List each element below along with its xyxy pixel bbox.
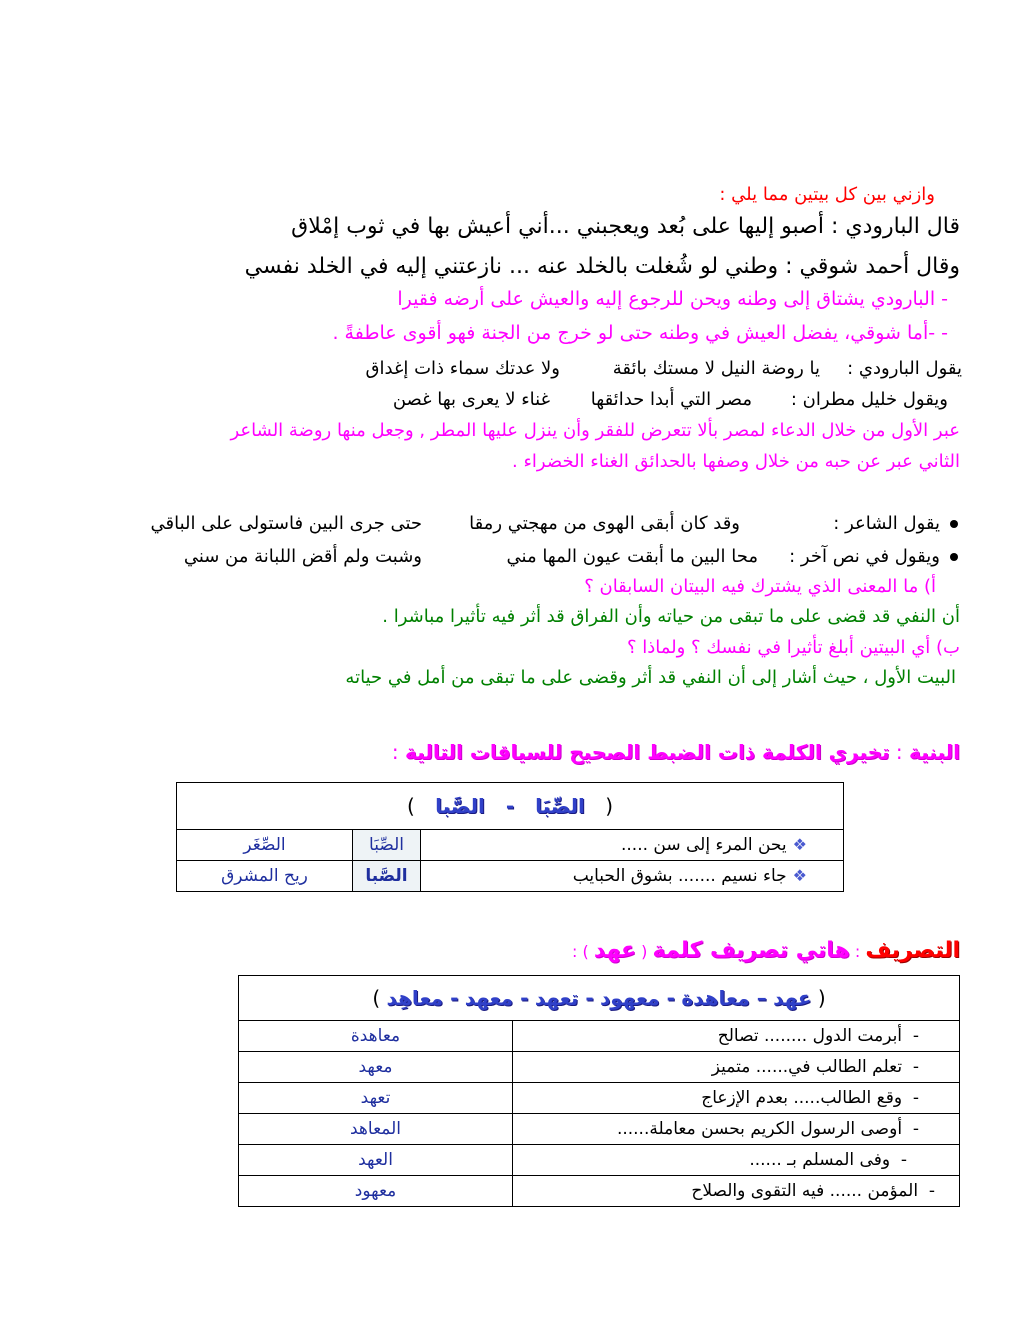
separator: : bbox=[849, 942, 866, 961]
bullet-icon bbox=[950, 520, 958, 528]
paren: ) bbox=[372, 986, 381, 1010]
bullet2-hemistich-1: محا البين ما أبقت عيون المها مني bbox=[506, 546, 758, 567]
sentence-text: أوصى الرسول الكريم بحسن معاملة...... bbox=[616, 1119, 903, 1139]
diamond-bullet-icon: ❖ bbox=[792, 866, 807, 885]
section-instruction: هاتي تصريف كلمة bbox=[652, 938, 850, 963]
intro-heading: وازني بين كل بيتين مما يلي : bbox=[719, 184, 935, 205]
separator: : bbox=[889, 740, 909, 764]
section-structure-heading bbox=[392, 740, 960, 764]
sentence-cell: - أبرمت الدول ........ تصالح bbox=[513, 1021, 960, 1052]
answer-comparison-line-2: الثاني عبر عن حبه من خلال وصفها بالحدائق الغناء الخضراء . bbox=[512, 451, 960, 472]
bullet-icon bbox=[950, 553, 958, 561]
section-morphology-heading bbox=[572, 938, 960, 963]
morphology-table bbox=[238, 975, 960, 1207]
answer-comparison-line-1: عبر الأول من خلال الدعاء لمصر بألا تتعرض للفقر وأن ينزل عليها المطر , وجعل منها روضة الشاعر bbox=[230, 420, 960, 441]
option-word: معاهِد bbox=[386, 986, 444, 1010]
answer-cell: معهد bbox=[239, 1052, 513, 1083]
answer-cell: معاهدة bbox=[239, 1021, 513, 1052]
sentence-text: وقع الطالب..... بعدم الإزعاج bbox=[701, 1088, 903, 1108]
sentence-cell: - أوصى الرسول الكريم بحسن معاملة...... bbox=[513, 1114, 960, 1145]
option-word: معاهدة bbox=[681, 986, 750, 1010]
table-header-row bbox=[239, 976, 960, 1021]
bullet2-hemistich-2: وشبت ولم أقض اللبانة من سني bbox=[183, 546, 422, 567]
option-saba-youth: الصِّبَا bbox=[535, 794, 585, 818]
verse-barudi-hemistich-1: يا روضة النيل لا مستك بائقة bbox=[612, 358, 820, 379]
sentence-text: وفى المسلم بـ ...... bbox=[749, 1150, 891, 1170]
sentence-text: تعلم الطالب في...... متميز bbox=[711, 1057, 903, 1077]
verse-barudi-label: يقول البارودي : bbox=[847, 358, 962, 379]
answer-cell: العهد bbox=[239, 1145, 513, 1176]
paren: ( bbox=[605, 794, 614, 818]
section-title: التصريف bbox=[865, 938, 960, 963]
question-a: أ) ما المعنى الذي يشترك فيه البيتان السابقان ؟ bbox=[584, 576, 936, 597]
question-b: ب) أي البيتين أبلغ تأثيرا في نفسك ؟ ولماذا ؟ bbox=[626, 637, 960, 658]
paren: ) : bbox=[572, 942, 594, 961]
diamond-bullet-icon: ❖ bbox=[792, 835, 807, 854]
sentence-cell bbox=[421, 830, 844, 861]
answer-a: أن النفي قد قضى على ما تبقى من حياته وأن الفراق قد أثر فيه تأثيرا مباشرا . bbox=[382, 606, 960, 627]
verse-barudi: قال البارودي : أصبو إليها على بُعد ويعجبني ...أني أعيش بها في ثوب إمْلاق bbox=[291, 214, 960, 239]
option-word: معهد bbox=[464, 986, 514, 1010]
root-word: عهد bbox=[593, 938, 637, 963]
verse-mutran-hemistich-1: مصر التي أبدا حدائقها bbox=[590, 389, 752, 410]
table-header-row bbox=[177, 783, 844, 830]
bullet1-hemistich-2: حتى جرى البين فاستولى على الباقي bbox=[150, 513, 422, 534]
section-instruction: تخيري الكلمة ذات الضبط الصحيح للسياقات التالية bbox=[405, 740, 890, 764]
sentence-text: يحن المرء إلى سن ..... bbox=[621, 835, 787, 855]
answer-cell: معهود bbox=[239, 1176, 513, 1207]
paren: ) bbox=[406, 794, 415, 818]
table-row bbox=[239, 1083, 960, 1114]
option-word: تعهد bbox=[534, 986, 579, 1010]
bullet-item-1 bbox=[833, 513, 958, 534]
answer-cell: الصَّبا bbox=[353, 861, 421, 892]
sentence-text: جاء نسيم ....... بشوق الحبايب bbox=[572, 866, 787, 886]
answer-barudi: - البارودي يشتاق إلى وطنه ويحن للرجوع إليه والعيش على أرضه فقيرا bbox=[397, 288, 948, 310]
table-row bbox=[239, 1021, 960, 1052]
structure-table bbox=[176, 782, 844, 892]
table-row bbox=[239, 1176, 960, 1207]
table-row bbox=[239, 1114, 960, 1145]
separator: : bbox=[391, 740, 406, 764]
meaning-cell: ريح المشرق bbox=[177, 861, 353, 892]
answer-b: البيت الأول ، حيث أشار إلى أن النفي قد أثر وقضى على ما تبقى من أمل في حياته bbox=[345, 667, 956, 688]
option-saba-wind: الصَّبا bbox=[435, 794, 485, 818]
table-row bbox=[239, 1052, 960, 1083]
bullet-label: ويقول في نص آخر : bbox=[789, 546, 940, 567]
sentence-cell: - وفى المسلم بـ ...... bbox=[513, 1145, 960, 1176]
answer-cell: الصِّبَا bbox=[353, 830, 421, 861]
meaning-cell: الصِّغَر bbox=[177, 830, 353, 861]
table-row bbox=[239, 1145, 960, 1176]
sentence-text: أبرمت الدول ........ تصالح bbox=[717, 1026, 903, 1046]
paren: ( bbox=[817, 986, 826, 1010]
option-word: عهد bbox=[773, 986, 812, 1010]
sentence-text: المؤمن ...... فيه التقوى والصلاح bbox=[691, 1181, 919, 1201]
table-row bbox=[177, 830, 844, 861]
verse-barudi-hemistich-2: ولا عدتك سماء ذات إغداق bbox=[365, 358, 560, 379]
verse-shawqi: وقال أحمد شوقي : وطني لو شُغلت بالخلد عنه ... نازعتني إليه في الخلد نفسي bbox=[244, 254, 960, 279]
section-title: البنية bbox=[909, 740, 960, 764]
option-separator: - bbox=[498, 794, 522, 818]
bullet-label: يقول الشاعر : bbox=[833, 513, 940, 534]
answer-shawqi: - -أما شوقي، يفضل العيش في وطنه حتى لو خرج من الجنة فهو أقوى عاطفةً . bbox=[332, 322, 948, 344]
table-row bbox=[177, 861, 844, 892]
paren: ( bbox=[636, 942, 653, 961]
verse-mutran-label: ويقول خليل مطران : bbox=[790, 389, 948, 410]
bullet1-hemistich-1: وقد كان أبقى الهوى من مهجتي رمقا bbox=[469, 513, 740, 534]
bullet-item-2 bbox=[789, 546, 958, 567]
options-cell bbox=[177, 783, 844, 830]
answer-cell: المعاهد bbox=[239, 1114, 513, 1145]
options-cell: ( عهد – معاهدة - معهود - تعهد - معهد - معاهِد ) bbox=[239, 976, 960, 1021]
sentence-cell: - المؤمن ...... فيه التقوى والصلاح bbox=[513, 1176, 960, 1207]
option-word: معهود bbox=[600, 986, 660, 1010]
sentence-cell: - وقع الطالب..... بعدم الإزعاج bbox=[513, 1083, 960, 1114]
verse-mutran-hemistich-2: غناء لا يعرى بها غصن bbox=[392, 389, 550, 410]
answer-cell: تعهد bbox=[239, 1083, 513, 1114]
sentence-cell: - تعلم الطالب في...... متميز bbox=[513, 1052, 960, 1083]
sentence-cell bbox=[421, 861, 844, 892]
